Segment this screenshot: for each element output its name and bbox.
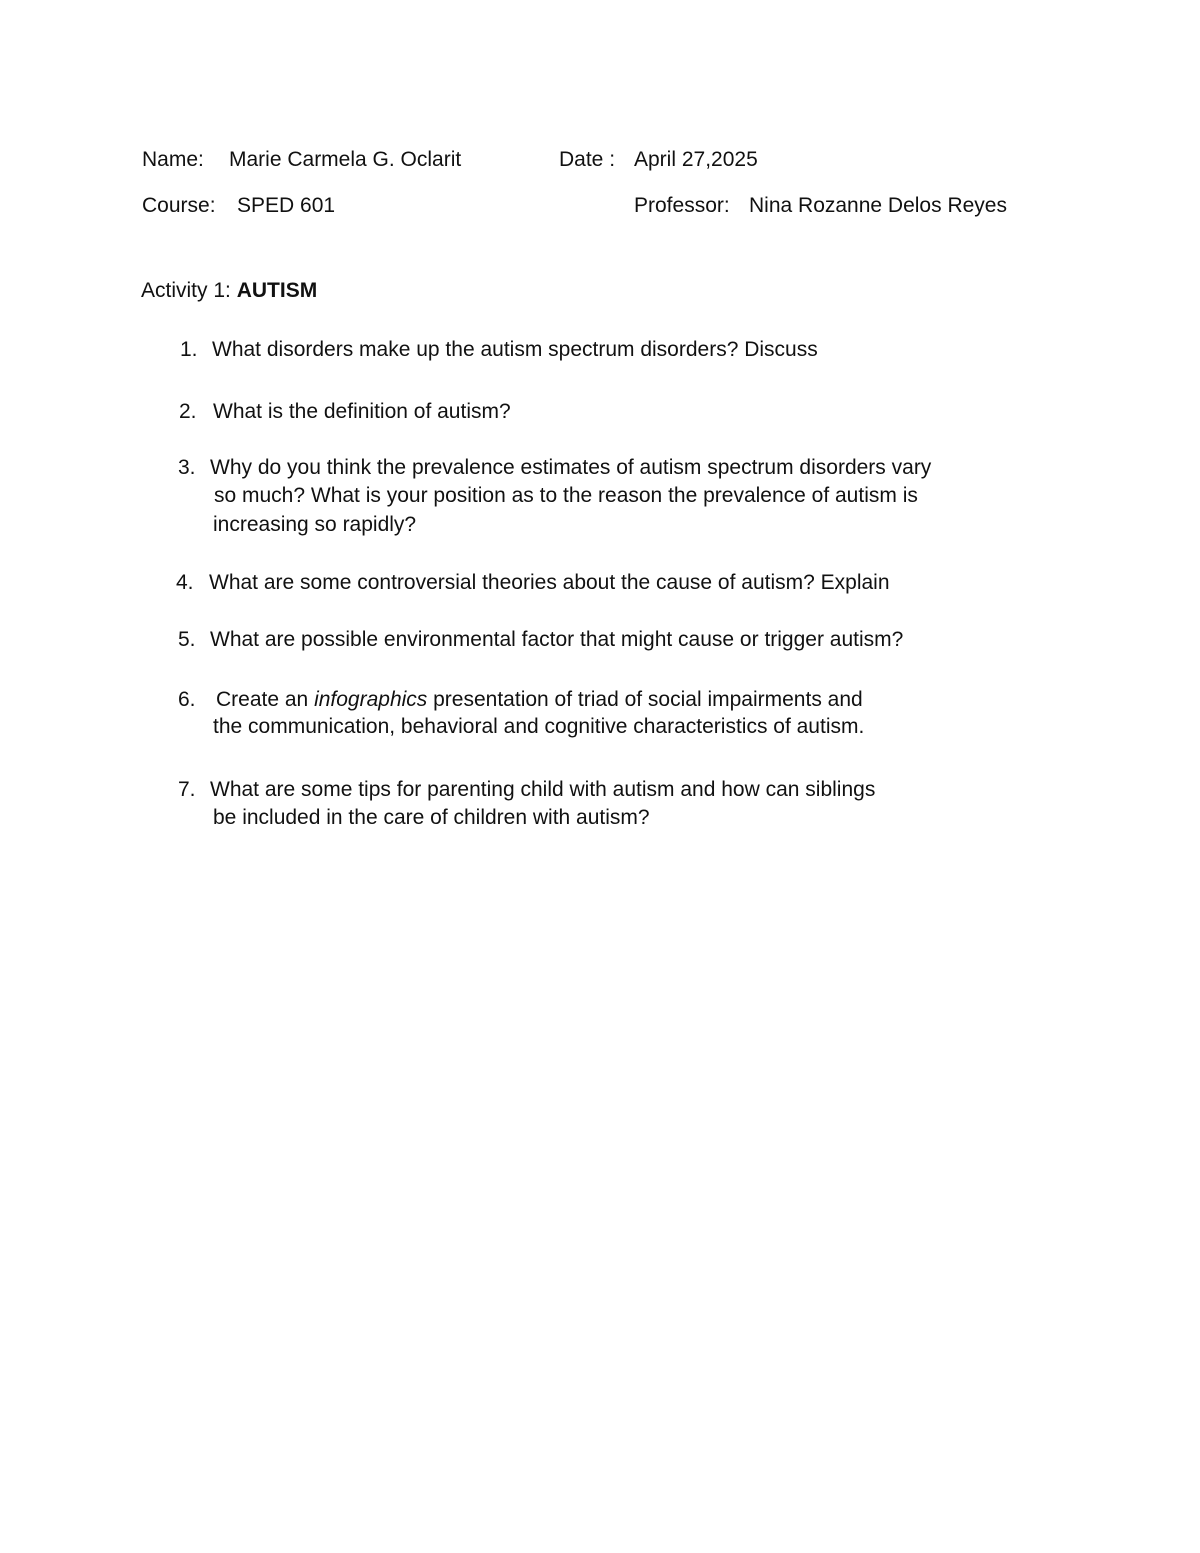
question-number: 7. xyxy=(178,778,196,801)
question-number: 5. xyxy=(178,628,196,651)
question-text-line-3: increasing so rapidly? xyxy=(213,513,417,536)
activity-prefix: Activity 1: xyxy=(141,279,231,302)
course-value: SPED 601 xyxy=(237,194,336,217)
question-number: 4. xyxy=(176,571,194,594)
question-text-italic: infographics xyxy=(314,688,428,711)
course-label: Course: xyxy=(142,194,216,217)
activity-title: AUTISM xyxy=(236,279,318,302)
question-text-line-1: Why do you think the prevalence estimates of autism spectrum disorders vary xyxy=(210,456,932,479)
question-text-line-1: What are some tips for parenting child with autism and how can siblings xyxy=(210,778,876,801)
date-label: Date : xyxy=(559,148,616,171)
question-text-line-1 xyxy=(216,689,863,710)
professor-value: Nina Rozanne Delos Reyes xyxy=(749,194,1007,217)
question-text: What is the definition of autism? xyxy=(213,400,511,423)
question-text-after: presentation of triad of social impairments and xyxy=(427,688,863,711)
question-text: What are some controversial theories about the cause of autism? Explain xyxy=(209,571,890,594)
date-value: April 27,2025 xyxy=(634,148,758,171)
question-number: 1. xyxy=(180,338,198,361)
question-text: What disorders make up the autism spectrum disorders? Discuss xyxy=(212,338,818,361)
question-text-line-2: so much? What is your position as to the reason the prevalence of autism is xyxy=(214,484,918,507)
question-text-before: Create an xyxy=(216,688,315,711)
name-value: Marie Carmela G. Oclarit xyxy=(229,148,462,171)
name-label: Name: xyxy=(142,148,204,171)
question-number: 3. xyxy=(178,456,196,479)
question-text: What are possible environmental factor that might cause or trigger autism? xyxy=(210,628,904,651)
question-number: 6. xyxy=(178,688,196,711)
question-text-line-2: be included in the care of children with autism? xyxy=(213,806,650,829)
professor-label: Professor: xyxy=(634,194,730,217)
activity-heading xyxy=(141,280,317,301)
question-number: 2. xyxy=(179,400,197,423)
question-text-line-2: the communication, behavioral and cognitive characteristics of autism. xyxy=(213,715,865,738)
